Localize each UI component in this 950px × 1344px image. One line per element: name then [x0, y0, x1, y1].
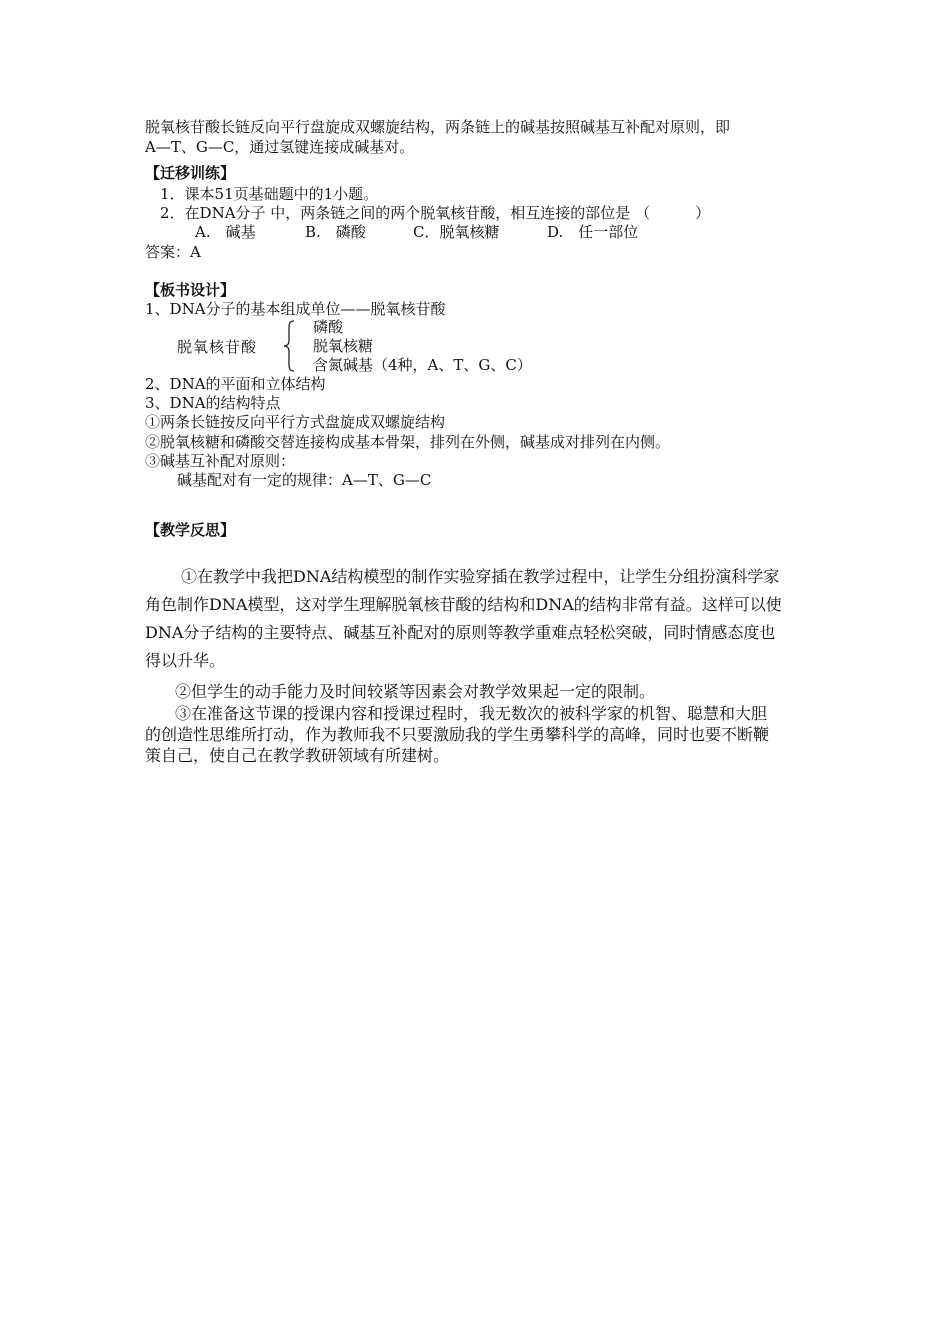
brace-item-phosphate: 磷酸 [313, 318, 344, 336]
reflection-heading: 【教学反思】 [145, 521, 236, 539]
board-item-2: 2、DNA的平面和立体结构 [145, 375, 326, 393]
board-heading: 【板书设计】 [145, 281, 236, 299]
transfer-heading: 【迁移训练】 [145, 164, 236, 182]
option-b: B. 磷酸 [305, 223, 366, 241]
brace-item-deoxyribose: 脱氧核糖 [313, 337, 374, 355]
reflection-p3-line-2: 的创造性思维所打动，作为教师我不只要激励我的学生勇攀科学的高峰，同时也要不断鞭 [145, 725, 770, 744]
board-point-1: ①两条长链按反向平行方式盘旋成双螺旋结构 [145, 413, 446, 431]
board-point-2: ②脱氧核糖和磷酸交替连接构成基本骨架，排列在外侧，碱基成对排列在内侧。 [145, 433, 671, 451]
transfer-answer: 答案：A [145, 243, 201, 261]
board-item-1: 1、DNA分子的基本组成单位——脱氧核苷酸 [145, 300, 446, 318]
option-c: C．脱氧核糖 [413, 223, 500, 241]
transfer-options [195, 222, 638, 242]
reflection-p2: ②但学生的动手能力及时间较紧等因素会对教学效果起一定的限制。 [175, 682, 656, 701]
brace-item-base: 含氮碱基（4种，A、T、G、C） [313, 356, 532, 374]
curly-brace-icon [283, 320, 295, 372]
option-a: A. 碱基 [195, 223, 256, 241]
reflection-p3-line-3: 策自己，使自己在教学教研领域有所建树。 [145, 746, 450, 765]
option-d: D. 任一部位 [547, 223, 639, 241]
board-item-3: 3、DNA的结构特点 [145, 394, 281, 412]
reflection-p3-line-1: ③在准备这节课的授课内容和授课过程时，我无数次的被科学家的机智、聪慧和大胆 [175, 704, 768, 723]
reflection-p1-line-4: 得以升华。 [145, 651, 226, 670]
reflection-p1-line-1: ①在教学中我把DNA结构模型的制作实验穿插在教学过程中，让学生分组扮演科学家 [181, 567, 780, 586]
intro-line-1: 脱氧核苷酸长链反向平行盘旋成双螺旋结构，两条链上的碱基按照碱基互补配对原则，即 [145, 118, 731, 136]
brace-label: 脱氧核苷酸 [177, 338, 258, 356]
reflection-p1-line-2: 角色制作DNA模型，这对学生理解脱氧核苷酸的结构和DNA的结构非常有益。这样可以使 [145, 595, 782, 614]
transfer-question-2: 2．在DNA分子 中，两条链之间的两个脱氧核苷酸，相互连接的部位是 （ ） [160, 204, 711, 222]
board-point-3-detail: 碱基配对有一定的规律：A—T、G—C [177, 471, 432, 489]
intro-line-2: A—T、G—C，通过氢键连接成碱基对。 [145, 138, 415, 156]
transfer-question-1: 1．课本51页基础题中的1小题。 [160, 185, 379, 203]
board-point-3: ③碱基互补配对原则： [145, 452, 296, 470]
reflection-p1-line-3: DNA分子结构的主要特点、碱基互补配对的原则等教学重难点轻松突破，同时情感态度也 [145, 623, 776, 642]
